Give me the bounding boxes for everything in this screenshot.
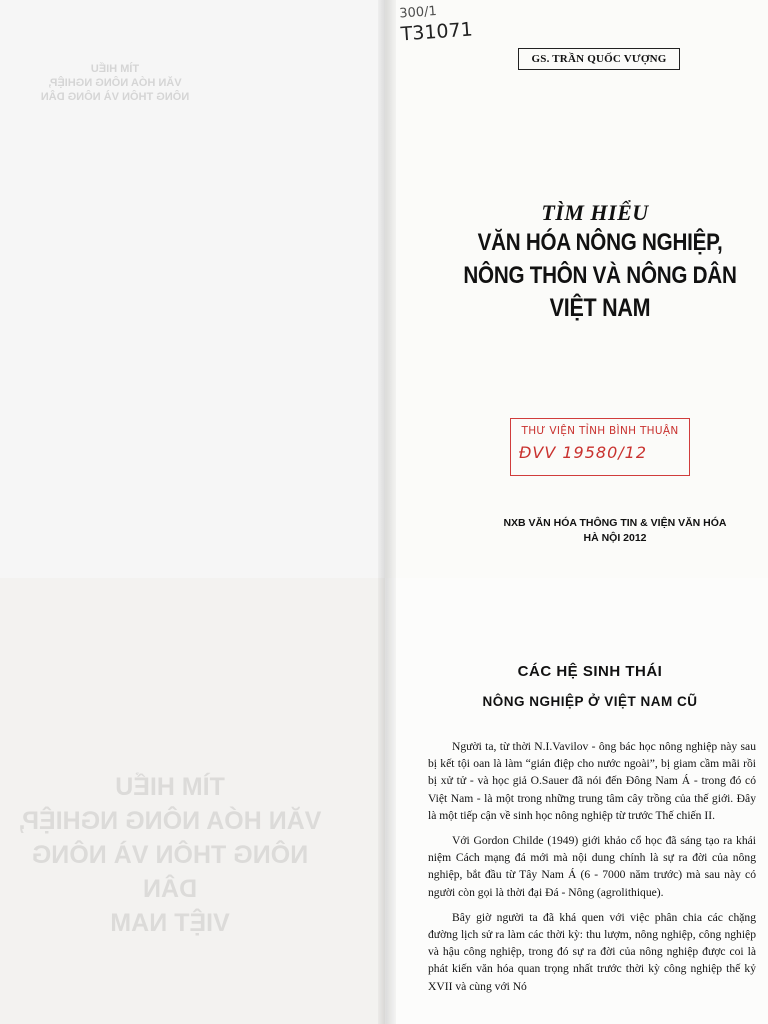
- paragraph: Bây giờ người ta đã khá quen với việc phân chia các chặng đường lịch sử ra làm các thời kỳ: thu lượm, nông nghiệp, công nghiệp và hậu công nghiệp, trong đó sự ra đời của nông nghiệp được coi là phát kiến văn hóa quan trọng nhất trước thời kỳ công nghiệp thế kỷ XVII và cùng với Nó: [428, 910, 756, 993]
- title-lead: TÌM HIỂU: [541, 200, 649, 225]
- stamp-code: ĐVV 19580/12: [519, 443, 648, 462]
- paragraph: Với Gordon Childe (1949) giới khảo cổ học đã sáng tạo ra khái niệm Cách mạng đá mới mà nội dung chính là sự ra đời của nông nghiệp, bắt đầu từ Tây Nam Á (6 - 7000 năm trước) mà sau này có người còn gọi là thời đại Đá - Nông (agrolithique).: [428, 834, 756, 899]
- publish-place-year: HÀ NỘI 2012: [583, 532, 647, 544]
- handwritten-call-number: 300/1 T31071: [398, 3, 474, 46]
- title-line-3: VIỆT NAM: [549, 294, 651, 322]
- paragraph: Người ta, từ thời N.I.Vavilov - ông bác học nông nghiệp này sau bị kết tội oan là làm “gián điệp cho nước ngoài”, bị giam cầm mãi rồi bị xử tử - và học giả O.Sauer đã nói đến Đông Nam Á - trong đó có Việt Nam - là một trong những trung tâm cây trồng của thế giới. Đây là một tiếp cận về sinh học nông nghiệp từ trước Thế chiến II.: [428, 740, 756, 822]
- show-through-text: TÌM HIỂU VĂN HÓA NÔNG NGHIỆP, NÔNG THÔN VÀ NÔNG DÂN: [40, 63, 190, 103]
- title-line-1: VĂN HÓA NÔNG NGHIỆP,: [477, 229, 723, 256]
- left-page-top: [0, 0, 385, 578]
- mirrored-cover-show-through: TÌM HIỂU VĂN HÓA NÔNG NGHIỆP, NÔNG THÔN VÀ NÔNG DÂN VIỆT NAM: [18, 773, 322, 937]
- chapter-title-line-1: CÁC HỆ SINH THÁI: [517, 663, 663, 680]
- book-title: [425, 200, 768, 325]
- author-name: GS. TRẦN QUỐC VƯỢNG: [518, 48, 680, 70]
- title-line-2: NÔNG THÔN VÀ NÔNG DÂN: [463, 262, 737, 289]
- chapter-title: [420, 660, 760, 714]
- chapter-body: [428, 738, 756, 995]
- publisher-name: NXB VĂN HÓA THÔNG TIN & VIỆN VĂN HÓA: [503, 517, 727, 529]
- chapter-title-line-2: NÔNG NGHIỆP Ở VIỆT NAM CŨ: [482, 694, 698, 709]
- page-gutter: [378, 0, 396, 578]
- publisher-info: [470, 516, 760, 546]
- library-stamp: [510, 418, 690, 476]
- stamp-library-name: THƯ VIỆN TỈNH BÌNH THUẬN: [521, 425, 679, 437]
- page-gutter: [378, 578, 396, 1024]
